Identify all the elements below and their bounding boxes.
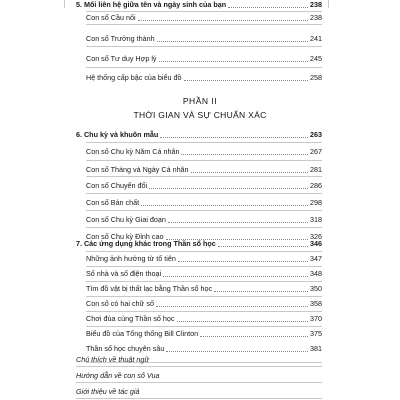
entry-title: Số nhà và số điện thoại (86, 269, 162, 278)
entry-title: Tìm đồ vật bị thất lạc bằng Thần số học (86, 284, 213, 293)
page-number: 326 (310, 232, 322, 241)
page-number: 350 (310, 284, 322, 293)
entry-title: Con số có hai chữ số (86, 299, 154, 308)
backmatter-rule (76, 382, 322, 383)
page-number: 381 (310, 344, 322, 353)
page-number: 286 (310, 181, 322, 190)
entry-title: Con số Chuyển đổi (86, 181, 148, 190)
entry-title: Con số Tháng và Ngày Cá nhân (86, 165, 189, 174)
entry-title: Con số Bản chất (86, 198, 140, 207)
part-title: THỜI GIAN VÀ SỰ CHUẨN XÁC (133, 110, 267, 120)
backmatter-rule (76, 398, 322, 399)
entry-title: Con số Chu kỳ Năm Cá nhân (86, 147, 180, 156)
page-number: 347 (310, 254, 322, 263)
page-number: 267 (310, 147, 322, 156)
backmatter-rule (76, 366, 322, 367)
page-number: 346 (310, 239, 322, 248)
entry-title: Chơi đùa cùng Thần số học (86, 314, 175, 323)
page-number: 318 (310, 215, 322, 224)
backmatter-entry[interactable]: Chú thích về thuật ngữ (76, 355, 149, 364)
entry-title: Biểu đồ của Tổng thống Bill Clinton (86, 329, 199, 338)
page-number: 281 (310, 165, 322, 174)
entry-title: Con số Trưởng thành (86, 34, 155, 43)
backmatter-entry[interactable]: Giới thiệu về tác giả (76, 387, 140, 396)
page-number: 375 (310, 329, 322, 338)
page-number: 348 (310, 269, 322, 278)
entry-title: Con số Cầu nối (86, 13, 136, 22)
entry-title: Con số Chu kỳ Đỉnh cao (86, 232, 164, 241)
page-number: 238 (310, 13, 322, 22)
page-number: 238 (310, 0, 322, 9)
chapter-title: 5. Mối liên hệ giữa tên và ngày sinh của bạn (76, 0, 227, 9)
chapter-title: 6. Chu kỳ và khuôn mẫu (76, 130, 159, 139)
page-number: 370 (310, 314, 322, 323)
page-number: 241 (310, 34, 322, 43)
part-label: PHẦN II (182, 96, 218, 106)
page-number: 245 (310, 54, 322, 63)
page-number: 298 (310, 198, 322, 207)
entry-title: Những ảnh hưởng từ tổ tiên (86, 254, 176, 263)
entry-title: Thần số học chuyên sâu (86, 344, 165, 353)
chapter-title: 7. Các ứng dụng khác trong Thần số học (76, 239, 216, 248)
page-number: 358 (310, 299, 322, 308)
backmatter-entry[interactable]: Hướng dẫn về con số Vua (76, 371, 160, 380)
entry-title: Hệ thống cấp bậc của biểu đồ (86, 73, 182, 82)
entry-title: Con số Tư duy Hợp lý (86, 54, 157, 63)
page-number: 258 (310, 73, 322, 82)
page-number: 263 (310, 130, 322, 139)
entry-title: Con số Chu kỳ Giai đoạn (86, 215, 166, 224)
